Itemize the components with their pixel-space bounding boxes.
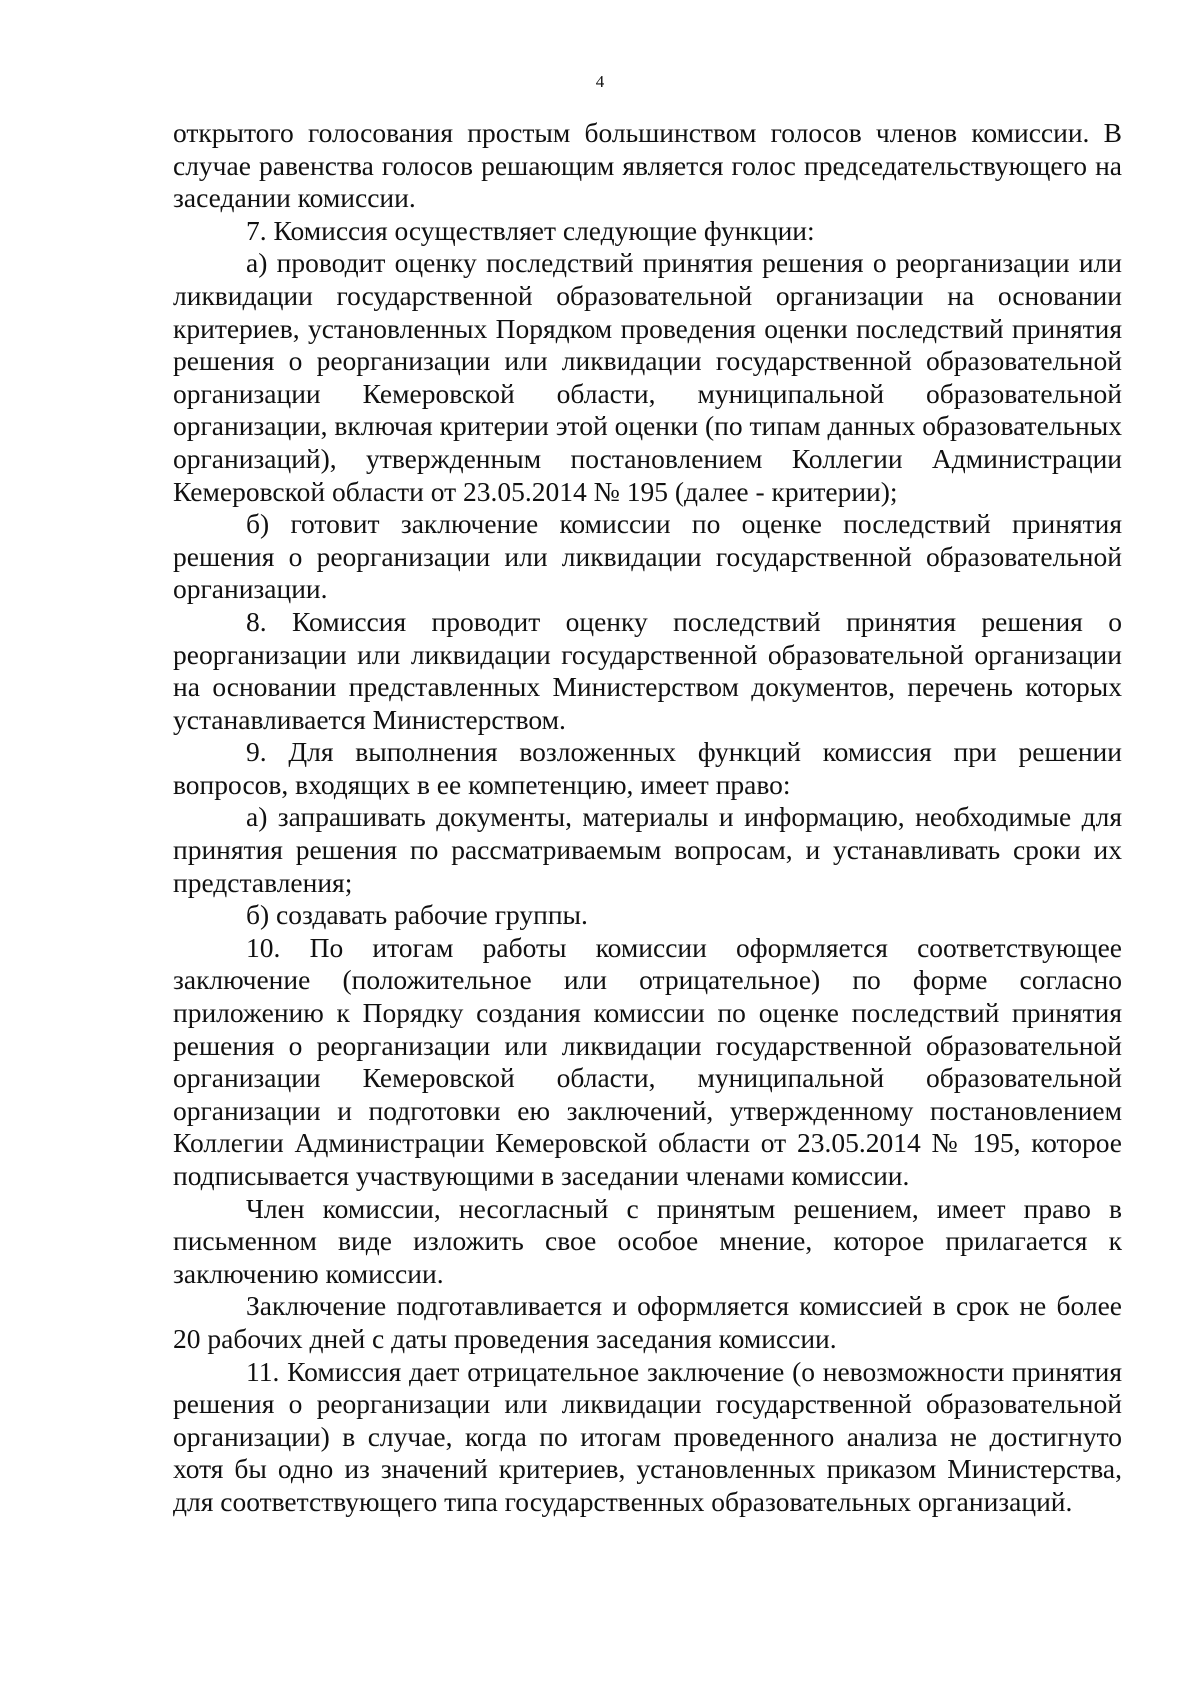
paragraph-voting: открытого голосования простым большинством голосов членов комиссии. В случае равенства голосов решающим является голос председательствующего на заседании комиссии. xyxy=(173,117,1122,214)
paragraph-8: 8. Комиссия проводит оценку последствий принятия решения о реорганизации или ликвидации государственной образовательной организации на основании представленных Министерством документов, перечень которых устанавливается Министерством. xyxy=(173,605,1122,735)
paragraph-10-deadline: Заключение подготавливается и оформляется комиссией в срок не более 20 рабочих дней с даты проведения заседания комиссии. xyxy=(173,1290,1122,1354)
paragraph-10: 10. По итогам работы комиссии оформляется соответствующее заключение (положительное или отрицательное) по форме согласно приложению к Порядку создания комиссии по оценке последствий принятия решения о реорганизации или ликвидации государственной образовательной организации Кемеровской области, муниципальной образовательной организации и подготовки ею заключений, утвержденному постановлением Коллегии Администрации Кемеровской области от 23.05.2014 № 195, которое подписывается участвующими в заседании членами комиссии. xyxy=(173,931,1122,1191)
paragraph-7-functions: 7. Комиссия осуществляет следующие функции: xyxy=(246,214,815,246)
paragraph-10-dissent: Член комиссии, несогласный с принятым решением, имеет право в письменном виде изложить свое особое мнение, которое прилагается к заключению комиссии. xyxy=(173,1192,1122,1289)
paragraph-11: 11. Комиссия дает отрицательное заключение (о невозможности принятия решения о реорганизации или ликвидации государственной образовательной организации) в случае, когда по итогам проведенного анализа не достигнуто хотя бы одно из значений критериев, установленных приказом Министерства, для соответствующего типа государственных образовательных организаций. xyxy=(173,1355,1122,1517)
paragraph-7b: б) готовит заключение комиссии по оценке последствий принятия решения о реорганизации или ликвидации государственной образовательной организации. xyxy=(173,508,1122,605)
paragraph-9a: а) запрашивать документы, материалы и информацию, необходимые для принятия решения по рассматриваемым вопросам, и устанавливать сроки их представления; xyxy=(173,801,1122,898)
page-number: 4 xyxy=(595,72,605,91)
paragraph-7a: а) проводит оценку последствий принятия решения о реорганизации или ликвидации государственной образовательной организации на основании критериев, установленных Порядком проведения оценки последствий принятия решения о реорганизации или ликвидации государственной образовательной организации Кемеровской области, муниципальной образовательной организации, включая критерии этой оценки (по типам данных образовательных организаций), утвержденным постановлением Коллегии Администрации Кемеровской области от 23.05.2014 № 195 (далее - критерии); xyxy=(173,247,1122,507)
document-body xyxy=(173,117,1122,1519)
paragraph-9: 9. Для выполнения возложенных функций комиссия при решении вопросов, входящих в ее компетенцию, имеет право: xyxy=(173,736,1122,800)
paragraph-9b: б) создавать рабочие группы. xyxy=(246,899,588,931)
